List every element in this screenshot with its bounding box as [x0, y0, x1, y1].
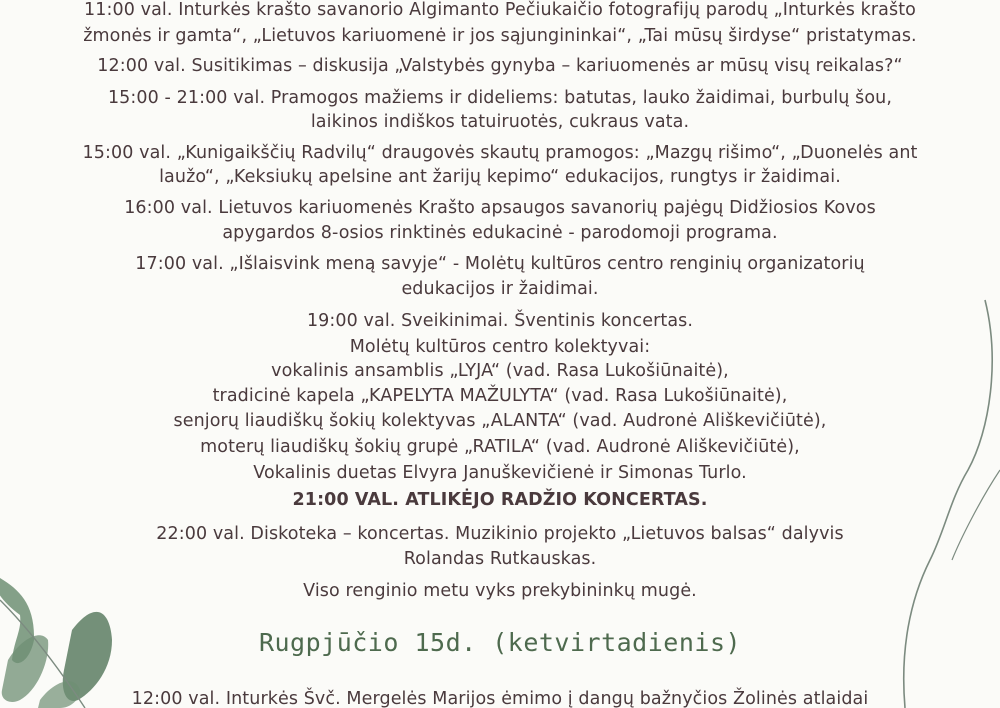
event-text-line: laužo“, „Keksiukų apelsine ant žarijų kepimo“ edukacijos, rungtys ir žaidimai.	[159, 167, 841, 187]
event-text-line: moterų liaudiškų šokių grupė „RATILA“ (vad. Audronė Ališkevičiūtė),	[200, 437, 800, 457]
event-text-line: 12:00 val. Inturkės Švč. Mergelės Marijos ėmimo į dangų bažnyčios Žolinės atlaidai	[131, 689, 869, 708]
event-text-line: laikinos indiškos tatuiruotės, cukraus vata.	[310, 112, 690, 132]
event-text-line: Molėtų kultūros centro kolektyvai:	[349, 337, 651, 357]
event-text-line: vokalinis ansamblis „LYJA“ (vad. Rasa Lukošiūnaitė),	[271, 361, 729, 381]
day-heading: Rugpjūčio 15d. (ketvirtadienis)	[258, 628, 742, 657]
event-text-line: apygardos 8-osios rinktinės edukacinė - parodomoji programa.	[222, 223, 778, 243]
event-text-line: 22:00 val. Diskoteka – koncertas. Muzikinio projekto „Lietuvos balsas“ dalyvis	[156, 524, 844, 544]
event-text-line: senjorų liaudiškų šokių kolektyvas „ALANTA“ (vad. Audronė Ališkevičiūtė),	[173, 411, 827, 431]
event-text-line: 16:00 val. Lietuvos kariuomenės Krašto apsaugos savanorių pajėgų Didžiosios Kovos	[124, 198, 876, 218]
event-text-line: Rolandas Rutkauskas.	[403, 549, 597, 569]
event-text-line: 17:00 val. „Išlaisvink meną savyje“ - Molėtų kultūros centro renginių organizatorių	[135, 254, 865, 274]
headliner-concert-line: 21:00 VAL. ATLIKĖJO RADŽIO KONCERTAS.	[292, 490, 708, 510]
event-text-line: 15:00 val. „Kunigaikščių Radvilų“ draugovės skautų pramogos: „Mazgų rišimo“, „Duonelės ant	[82, 143, 918, 163]
event-text-line: 15:00 - 21:00 val. Pramogos mažiems ir dideliems: batutas, lauko žaidimai, burbulų šou,	[107, 88, 893, 108]
event-text-line: tradicinė kapela „KAPELYTA MAŽULYTA“ (vad. Rasa Lukošiūnaitė),	[212, 386, 788, 406]
event-text-line: žmonės ir gamta“, „Lietuvos kariuomenė ir jos sąjungininkai“, „Tai mūsų širdyse“ pristatymas.	[83, 26, 917, 46]
fair-note-line: Viso renginio metu vyks prekybininkų mugė.	[303, 581, 697, 601]
event-text-line: edukacijos ir žaidimai.	[401, 279, 599, 299]
event-text-line: 12:00 val. Susitikimas – diskusija „Valstybės gynyba – kariuomenės ar mūsų visų reikalas?“	[97, 56, 903, 76]
event-text-line: 11:00 val. Inturkės krašto savanorio Algimanto Pečiukaičio fotografijų parodų „Inturkės krašto	[84, 0, 916, 20]
event-text-line: Vokalinis duetas Elvyra Januškevičienė ir Simonas Turlo.	[253, 463, 747, 483]
event-text-line: 19:00 val. Sveikinimai. Šventinis koncertas.	[306, 311, 694, 331]
